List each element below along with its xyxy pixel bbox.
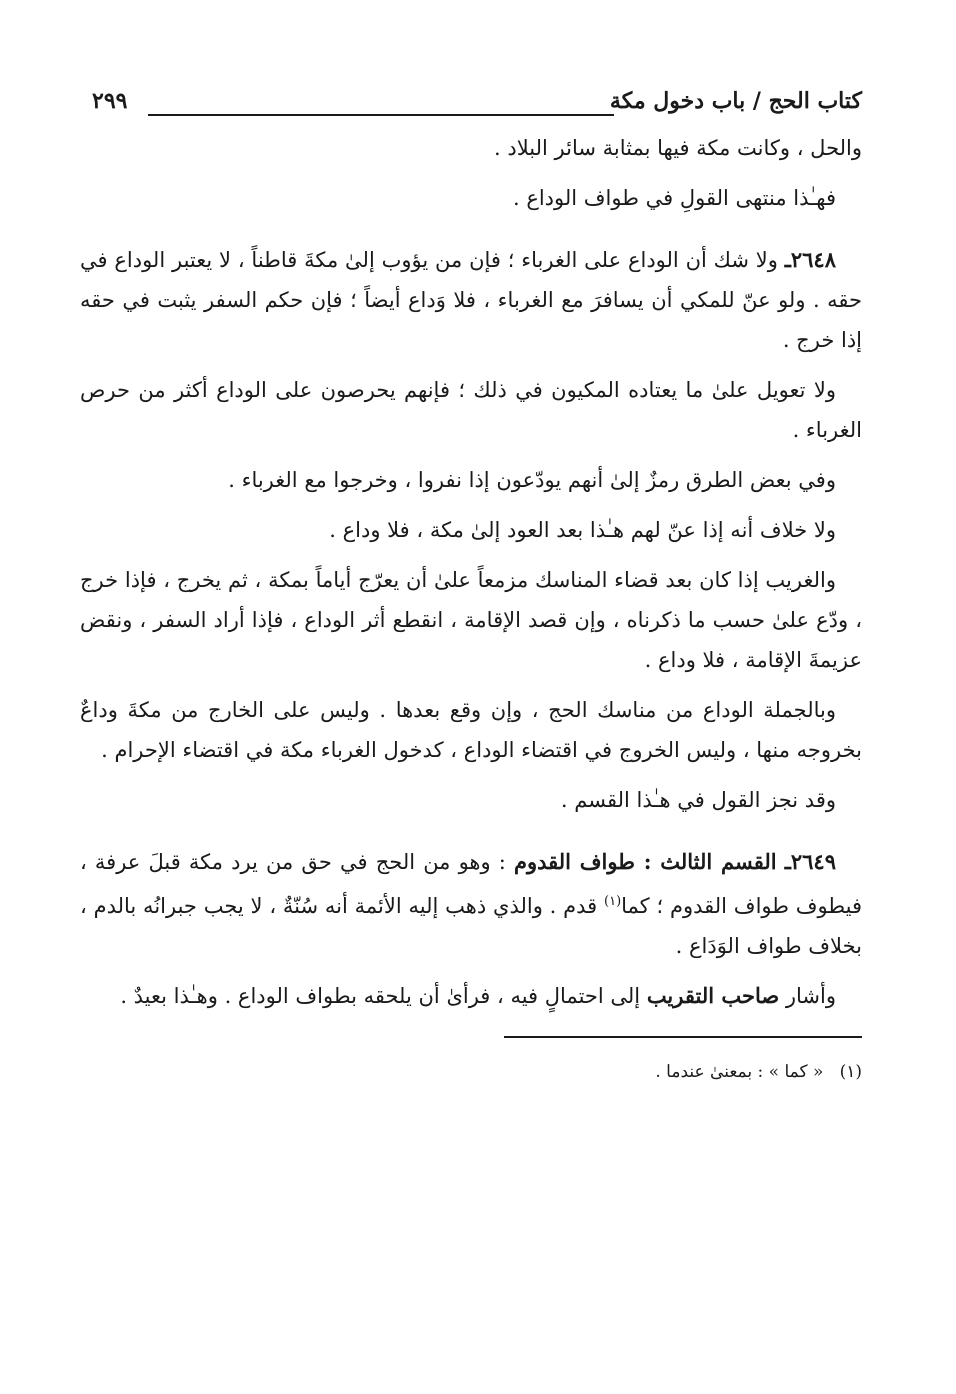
paragraph: ولا خلاف أنه إذا عنّ لهم هـٰذا بعد العود إلىٰ مكة ، فلا وداع .	[329, 518, 836, 542]
paragraph: فهـٰذا منتهى القولِ في طواف الوداع .	[512, 186, 836, 210]
paragraph: وبالجملة الوداع من مناسك الحج ، وإن وقع بعدها . وليس على الخارج من مكةَ وداعٌ بخروجه منها ، وليس الخروج في اقتضاء الوداع ، كدخول الغرباء مكة في اقتضاء الإحرام .	[80, 698, 862, 762]
paragraph-text: وأشار	[779, 984, 836, 1008]
footnote	[80, 1058, 862, 1086]
footnote-text: « كما » : بمعنىٰ عندما .	[655, 1062, 824, 1082]
page-number: ٢٩٩	[92, 88, 128, 114]
paragraph-number: ٢٦٤٩ـ	[784, 849, 836, 874]
paragraph-number: ٢٦٤٨ـ	[784, 247, 836, 272]
paragraph-text: : وهو من الحج في حق من يرد مكة قبلَ عرفة ، فيطوف طواف القدوم ؛ كما	[80, 850, 862, 918]
page-body	[80, 128, 862, 1016]
footnote-mark: (١)	[839, 1062, 862, 1082]
paragraph: والحل ، وكانت مكة فيها بمثابة سائر البلاد .	[494, 136, 862, 160]
cited-author: صاحب التقريب	[646, 983, 780, 1008]
paragraph: وقد نجز القول في هـٰذا القسم .	[560, 788, 836, 812]
paragraph: والغريب إذا كان بعد قضاء المناسك مزمعاً علىٰ أن يعرّج أياماً بمكة ، ثم يخرج ، فإذا خرج ، ودّع علىٰ حسب ما ذكرناه ، وإن قصد الإقامة ، انقطع أثر الوداع ، فإذا أراد السفر ، ونقض عزيمةَ الإقامة ، فلا وداع .	[80, 568, 862, 672]
paragraph-text: إلى احتمالٍ فيه ، فرأىٰ أن يلحقه بطواف الوداع . وهـٰذا بعيدٌ .	[120, 984, 647, 1008]
header-title: كتاب الحج / باب دخول مكة	[609, 88, 862, 114]
paragraph-text: ولا شك أن الوداع على الغرباء ؛ فإن من يؤوب إلىٰ مكةَ قاطناً ، لا يعتبر الوداع في حقه . ولو عنّ للمكي أن يسافرَ مع الغرباء ، فلا وَداع أيضاً ؛ فإن حكم السفر يثبت في حقه إذا خرج .	[80, 248, 862, 352]
paragraph: ولا تعويل علىٰ ما يعتاده المكيون في ذلك ؛ فإنهم يحرصون على الوداع أكثر من حرص الغرباء .	[80, 378, 862, 442]
paragraph	[80, 976, 862, 1016]
paragraph-2649	[80, 842, 862, 966]
footnote-rule	[504, 1036, 862, 1038]
paragraph-2648	[80, 240, 862, 360]
paragraph: وفي بعض الطرق رمزٌ إلىٰ أنهم يودّعون إذا نفروا ، وخرجوا مع الغرباء .	[228, 468, 836, 492]
book-page	[80, 88, 862, 1086]
footnote-reference[interactable]: (١)	[604, 894, 622, 909]
header-rule	[148, 114, 614, 116]
section-heading: القسم الثالث : طواف القدوم	[513, 849, 777, 874]
paragraph-text: قدم . والذي ذهب إليه الأئمة أنه سُنّةٌ ، لا يجب جبرانُه بالدم ، بخلاف طواف الوَدَاع .	[80, 894, 862, 958]
running-header	[80, 88, 862, 128]
